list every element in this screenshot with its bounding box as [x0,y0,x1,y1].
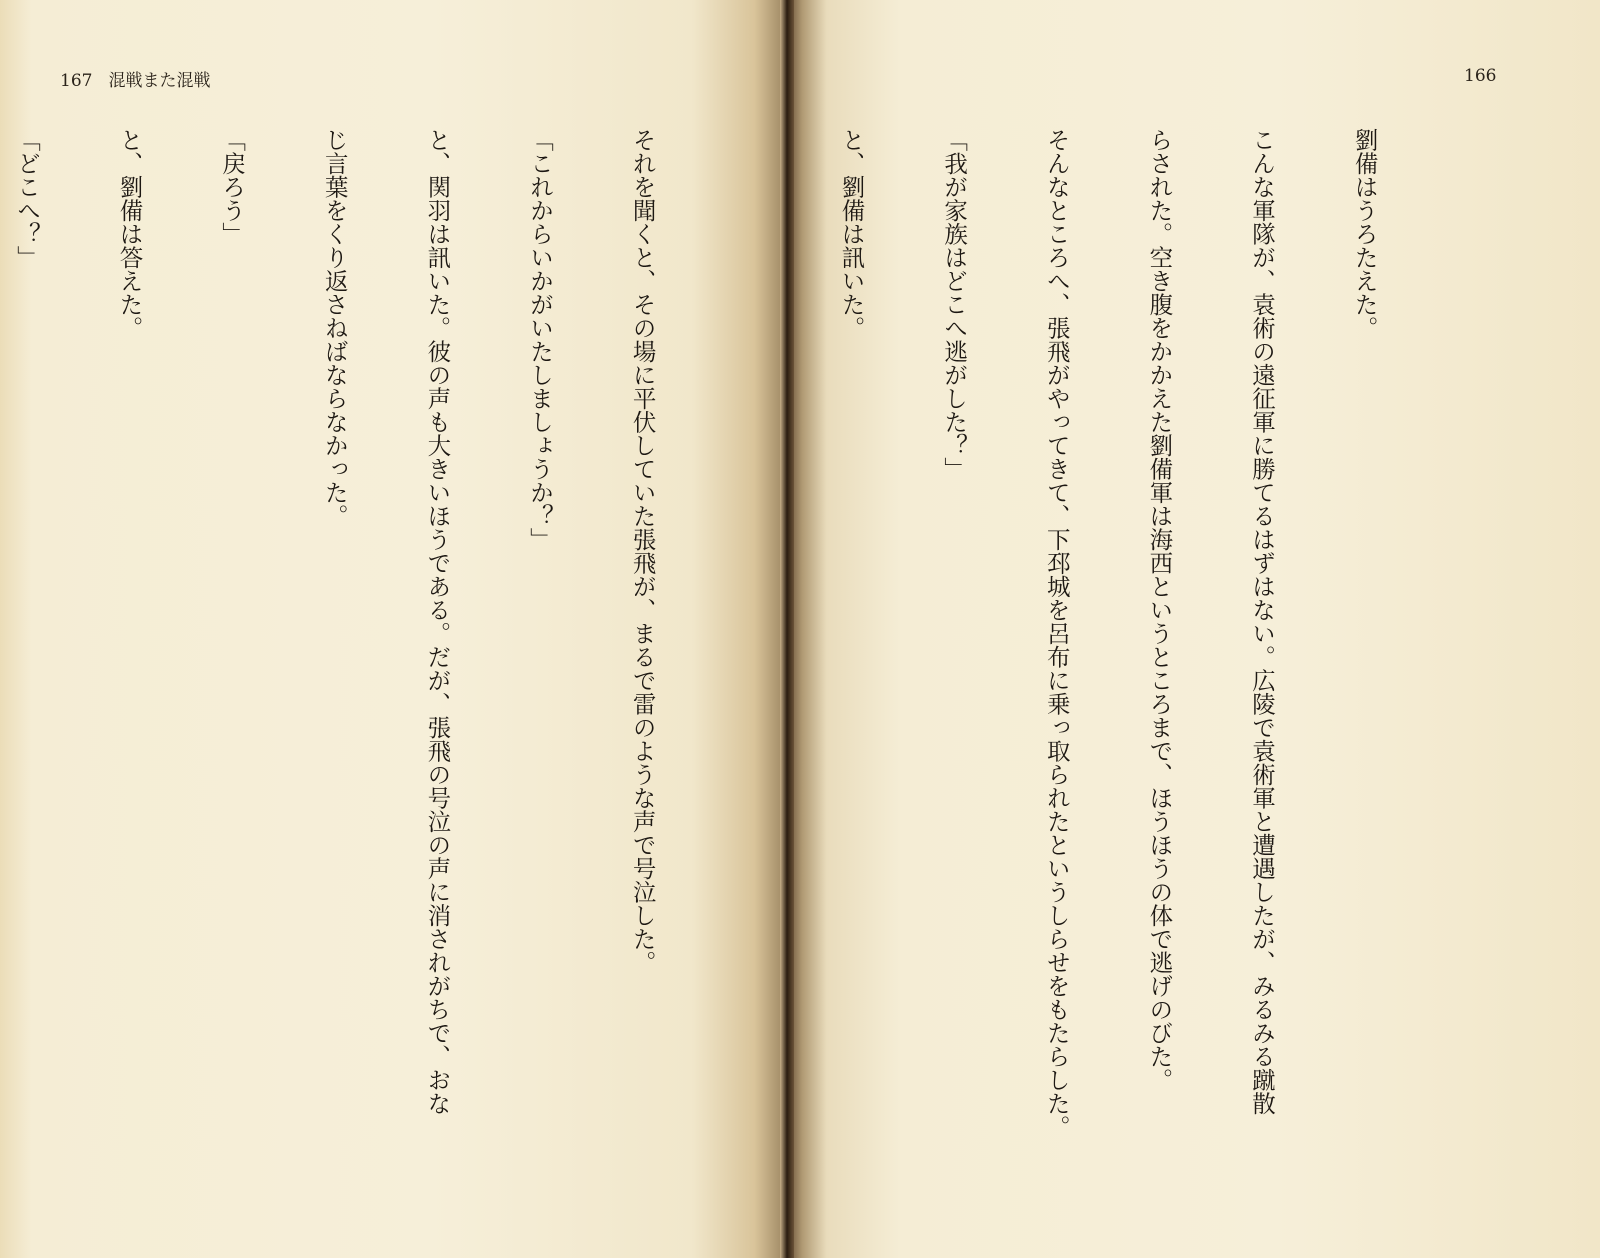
text-line: 「戻ろう」 [218,128,247,246]
text-line: 劉備はうろたえた。 [1350,128,1379,340]
left-page-body [0,128,728,1208]
text-line: らされた。空き腹をかかえた劉備軍は海西というところまで、ほうほうの体で逃げのびた。 [1145,128,1174,1092]
text-line: こんな軍隊が、袁術の遠征軍に勝てるはずはない。広陵で袁術軍と遭遇したが、みるみる蹴散 [1247,128,1276,1115]
left-page-header [60,66,210,91]
text-line: 「これからいかがいたしましょうか？」 [525,128,554,551]
right-page [786,0,1600,1258]
book-gutter [780,0,794,1258]
left-page [0,0,786,1258]
page-number: 167 [60,71,93,91]
text-line: と、関羽は訊いた。彼の声も大きいほうである。だが、張飛の号泣の声に消されがちで、おな [423,128,452,1115]
page-number: 166 [1464,66,1497,86]
text-line: 「どこへ？」 [12,128,41,269]
text-line: 「我が家族はどこへ逃がした？」 [940,128,969,481]
text-line: それを聞くと、その場に平伏していた張飛が、まるで雷のような声で号泣した。 [628,128,657,974]
running-title: 混戦また混戦 [108,71,211,91]
text-line: と、劉備は訊いた。 [837,128,866,340]
text-line: じ言葉をくり返さねばならなかった。 [320,128,349,528]
text-line: そんなところへ、張飛がやってきて、下邳城を呂布に乗っ取られたというしらせをもたらした。 [1042,128,1071,1139]
right-page-header [1464,66,1496,86]
right-page-body [786,128,1450,1208]
text-line: と、劉備は答えた。 [115,128,144,340]
